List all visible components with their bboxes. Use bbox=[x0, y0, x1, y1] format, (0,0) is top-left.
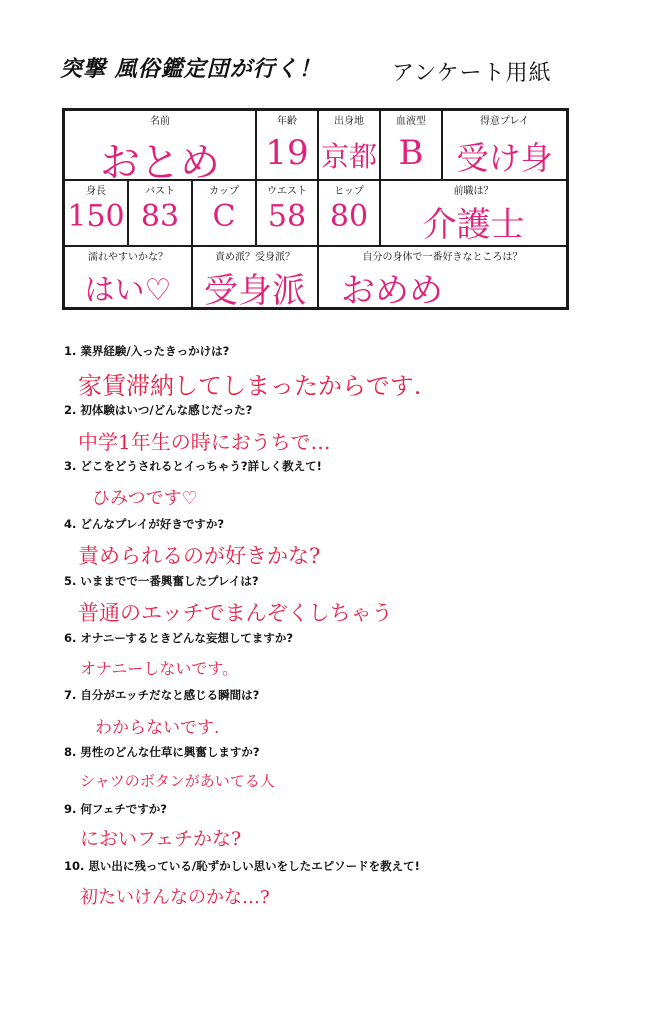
answer-4: 責められるのが好きかな? bbox=[78, 544, 321, 568]
cup-label: カップ bbox=[209, 186, 239, 197]
bust-label: バスト bbox=[145, 186, 175, 197]
favorite-body-part-value: おめめ bbox=[341, 271, 443, 311]
dom-sub-cell bbox=[192, 246, 318, 311]
hometown-label: 出身地 bbox=[334, 116, 364, 127]
profile-table bbox=[62, 108, 569, 310]
age-cell bbox=[256, 110, 318, 180]
question-8: 8. 男性のどんな仕草に興奮しますか? bbox=[64, 745, 260, 759]
question-2: 2. 初体験はいつ/どんな感じだった? bbox=[64, 403, 253, 417]
question-6: 6. オナニーするときどんな妄想してますか? bbox=[64, 631, 294, 645]
answer-10: 初たいけんなのかな…? bbox=[80, 887, 270, 908]
question-3: 3. どこをどうされるとイっちゃう?詳しく教えて! bbox=[64, 459, 322, 473]
answer-7: わからないです. bbox=[95, 718, 220, 738]
wetness-value: はい♡ bbox=[84, 273, 172, 308]
waist-cell bbox=[256, 180, 318, 246]
specialty-label: 得意プレイ bbox=[479, 116, 530, 127]
previous-job-label: 前職は？ bbox=[453, 186, 494, 197]
answer-1: 家賃滞納してしまったからです. bbox=[78, 372, 422, 400]
cup-value: C bbox=[212, 199, 236, 234]
specialty-cell bbox=[442, 110, 567, 180]
favorite-body-part-label: 自分の身体で一番好きなところは？ bbox=[362, 252, 523, 263]
hometown-value: 京都 bbox=[320, 140, 377, 173]
header-title: 突撃 風俗鑑定団が行く！ bbox=[60, 57, 322, 82]
question-10: 10. 思い出に残っている/恥ずかしい思いをしたエピソードを教えて! bbox=[64, 859, 420, 873]
question-5: 5. いままでで一番興奮したプレイは? bbox=[64, 574, 259, 588]
blood-type-label: 血液型 bbox=[396, 116, 426, 127]
question-1: 1. 業界経験/入ったきっかけは? bbox=[64, 344, 230, 358]
answer-2: 中学1年生の時におうちで… bbox=[78, 430, 331, 454]
question-7: 7. 自分がエッチだなと感じる瞬間は? bbox=[64, 688, 260, 702]
previous-job-value: 介護士 bbox=[422, 205, 525, 245]
waist-label: ウエスト bbox=[267, 186, 307, 197]
cup-cell bbox=[192, 180, 256, 246]
question-4: 4. どんなプレイが好きですか? bbox=[64, 517, 225, 531]
age-value: 19 bbox=[265, 133, 309, 173]
height-cell bbox=[64, 180, 128, 246]
previous-job-cell bbox=[380, 180, 567, 246]
bust-cell bbox=[128, 180, 192, 246]
height-value: 150 bbox=[67, 199, 125, 234]
hip-label: ヒップ bbox=[334, 186, 364, 197]
favorite-body-part-cell bbox=[318, 246, 567, 311]
specialty-value: 受け身 bbox=[456, 139, 553, 177]
wetness-cell bbox=[64, 246, 192, 308]
waist-value: 58 bbox=[267, 199, 307, 234]
wetness-label: 濡れやすいかな？ bbox=[88, 252, 168, 263]
answer-5: 普通のエッチでまんぞくしちゃう bbox=[78, 601, 393, 625]
hip-cell bbox=[318, 180, 380, 246]
name-label: 名前 bbox=[150, 116, 170, 127]
bust-value: 83 bbox=[140, 199, 180, 234]
question-9: 9. 何フェチですか? bbox=[64, 802, 167, 816]
header-subtitle: アンケート用紙 bbox=[392, 61, 552, 86]
name-value: おとめ bbox=[100, 140, 220, 186]
answer-6: オナニーしないです。 bbox=[80, 659, 239, 678]
answer-9: においフェチかな? bbox=[80, 828, 242, 850]
blood-type-value: B bbox=[398, 133, 424, 173]
name-cell bbox=[64, 110, 256, 186]
hip-value: 80 bbox=[329, 199, 369, 234]
dom-sub-label: 責め派？受身派？ bbox=[215, 252, 295, 263]
height-label: 身長 bbox=[86, 186, 106, 197]
hometown-cell bbox=[318, 110, 380, 180]
blood-type-cell bbox=[380, 110, 442, 180]
dom-sub-value: 受身派 bbox=[204, 271, 306, 311]
answer-8: シャツのボタンがあいてる人 bbox=[80, 772, 275, 790]
answer-3: ひみつです♡ bbox=[92, 488, 198, 509]
age-label: 年齢 bbox=[277, 116, 297, 127]
